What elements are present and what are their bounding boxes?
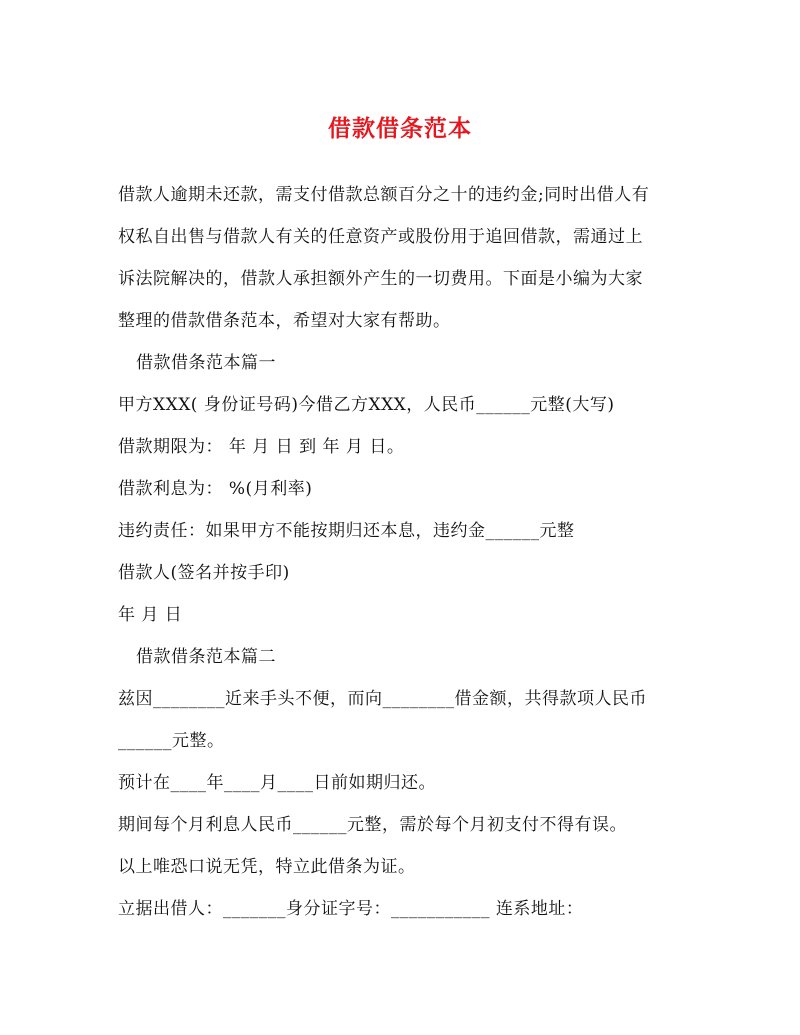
document-title: 借款借条范本 [328,116,472,142]
section2-heading: 借款借条范本篇二 [136,647,276,667]
section2-line-1: 兹因________近来手头不便，而向________借金额，共得款项人民币 [118,689,647,709]
section2-line-3: 预计在____年____月____日前如期归还。 [118,773,436,793]
section2-line-4: 期间每个月利息人民币______元整，需於每个月初支付不得有误。 [118,815,627,835]
section1-line-1: 甲方XXX( 身份证号码)今借乙方XXX，人民币______元整(大写) [118,395,615,415]
section1-line-5: 借款人(签名并按手印) [118,563,290,583]
section1-line-2: 借款期限为： 年 月 日 到 年 月 日。 [118,437,405,457]
section2-line-5: 以上唯恐口说无凭，特立此借条为证。 [118,857,416,877]
section1-line-6: 年 月 日 [118,605,183,625]
section2-line-2: ______元整。 [118,731,225,751]
intro-line-4: 整理的借款借条范本，希望对大家有帮助。 [118,311,451,331]
intro-line-2: 权私自出售与借款人有关的任意资产或股份用于追回借款，需通过上 [118,227,643,247]
section1-heading: 借款借条范本篇一 [136,353,276,373]
section2-line-6: 立据出借人：_______身分证字号：___________ 连系地址： [118,899,584,919]
section1-line-4: 违约责任：如果甲方不能按期归还本息，违约金______元整 [118,521,575,541]
intro-line-1: 借款人逾期未还款，需支付借款总额百分之十的违约金;同时出借人有 [118,185,650,205]
section1-line-3: 借款利息为： %(月利率) [118,479,313,499]
intro-line-3: 诉法院解决的，借款人承担额外产生的一切费用。下面是小编为大家 [118,269,643,289]
